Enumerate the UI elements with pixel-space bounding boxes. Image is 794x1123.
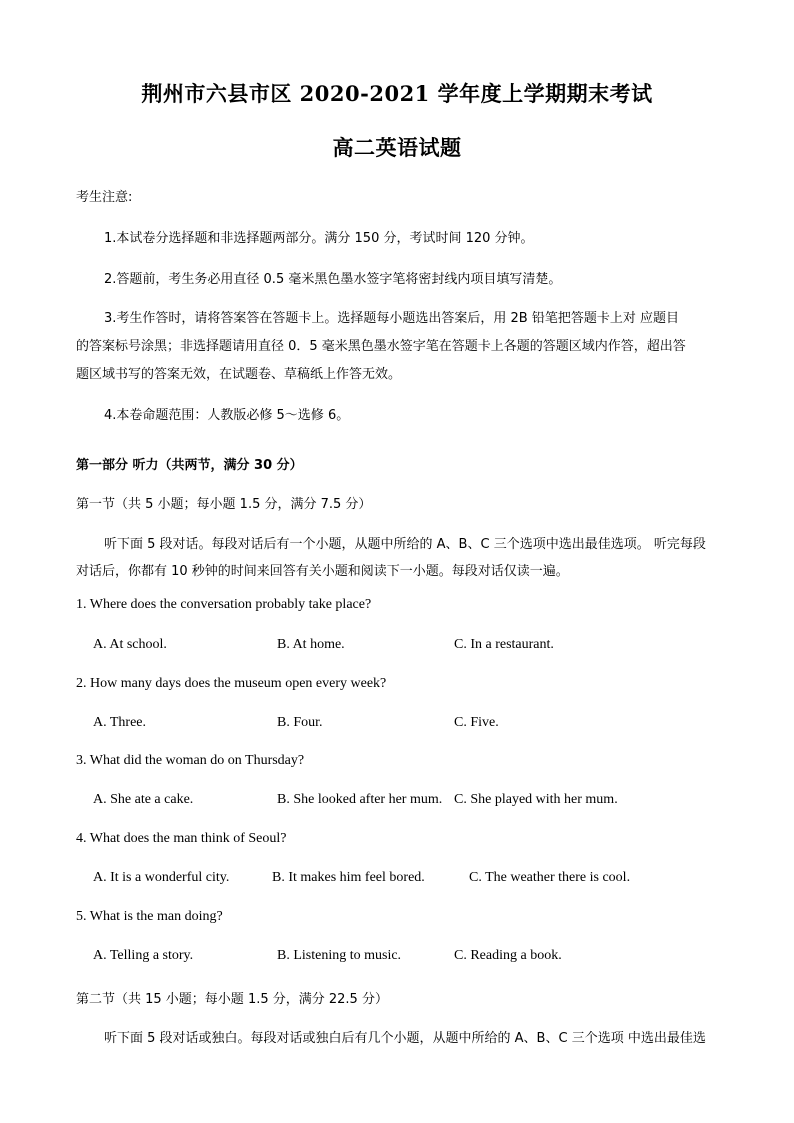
question-5-option-a: A. Telling a story. [93,948,194,963]
question-4-option-b: B. It makes him feel bored. [272,870,425,885]
question-2: 2. How many days does the museum open every week? [76,676,387,691]
section-1-instructions-line-1: 听下面 5 段对话。每段对话后有一个小题，从题中所给的 A、B、C 三个选项中选出最佳选项。 听完每段 [104,537,706,552]
question-1-option-a: A. At school. [93,637,167,652]
notice-item-3-line-3: 题区域书写的答案无效，在试题卷、草稿纸上作答无效。 [76,367,402,382]
notice-heading: 考生注意: [76,190,133,205]
question-4-option-c: C. The weather there is cool. [469,870,631,885]
notice-item-3-line-2: 的答案标号涂黑；非选择题请用直径 0．5 毫米黑色墨水签字笔在答题卡上各题的答题区域内作答，超出答 [76,339,686,354]
question-2-option-c: C. Five. [454,715,499,730]
question-5-option-c: C. Reading a book. [454,948,562,963]
part-1-heading: 第一部分 听力（共两节，满分 30 分） [76,458,303,473]
notice-item-4: 4.本卷命题范围：人教版必修 5～选修 6。 [104,408,350,423]
section-2-heading: 第二节（共 15 小题；每小题 1.5 分，满分 22.5 分） [76,992,388,1007]
question-1-option-c: C. In a restaurant. [454,637,554,652]
question-2-option-b: B. Four. [277,715,323,730]
notice-item-1: 1.本试卷分选择题和非选择题两部分。满分 150 分，考试时间 120 分钟。 [104,231,534,246]
notice-item-3-line-1: 3.考生作答时，请将答案答在答题卡上。选择题每小题选出答案后，用 2B 铅笔把答题卡上对 应题目 [104,311,679,326]
question-3-option-a: A. She ate a cake. [93,792,194,807]
question-3-option-c: C. She played with her mum. [454,792,618,807]
question-5: 5. What is the man doing? [76,909,223,924]
section-2-instructions-line-1: 听下面 5 段对话或独白。每段对话或独白后有几个小题，从题中所给的 A、B、C 三个选项 中选出最佳选 [104,1031,706,1046]
question-3-option-b: B. She looked after her mum. [277,792,443,807]
question-1-option-b: B. At home. [277,637,345,652]
question-4: 4. What does the man think of Seoul? [76,831,287,846]
question-5-option-b: B. Listening to music. [277,948,402,963]
question-2-option-a: A. Three. [93,715,146,730]
exam-title: 荆州市六县市区 2020-2021 学年度上学期期末考试 [141,81,653,106]
question-3: 3. What did the woman do on Thursday? [76,753,305,768]
question-1: 1. Where does the conversation probably take place? [76,597,372,612]
question-4-option-a: A. It is a wonderful city. [93,870,230,885]
section-1-instructions-line-2: 对话后，你都有 10 秒钟的时间来回答有关小题和阅读下一小题。每段对话仅读一遍。 [76,564,569,579]
exam-subtitle: 高二英语试题 [332,135,462,160]
notice-item-2: 2.答题前，考生务必用直径 0.5 毫米黑色墨水签字笔将密封线内项目填写清楚。 [104,272,562,287]
section-1-heading: 第一节（共 5 小题；每小题 1.5 分，满分 7.5 分） [76,497,372,512]
